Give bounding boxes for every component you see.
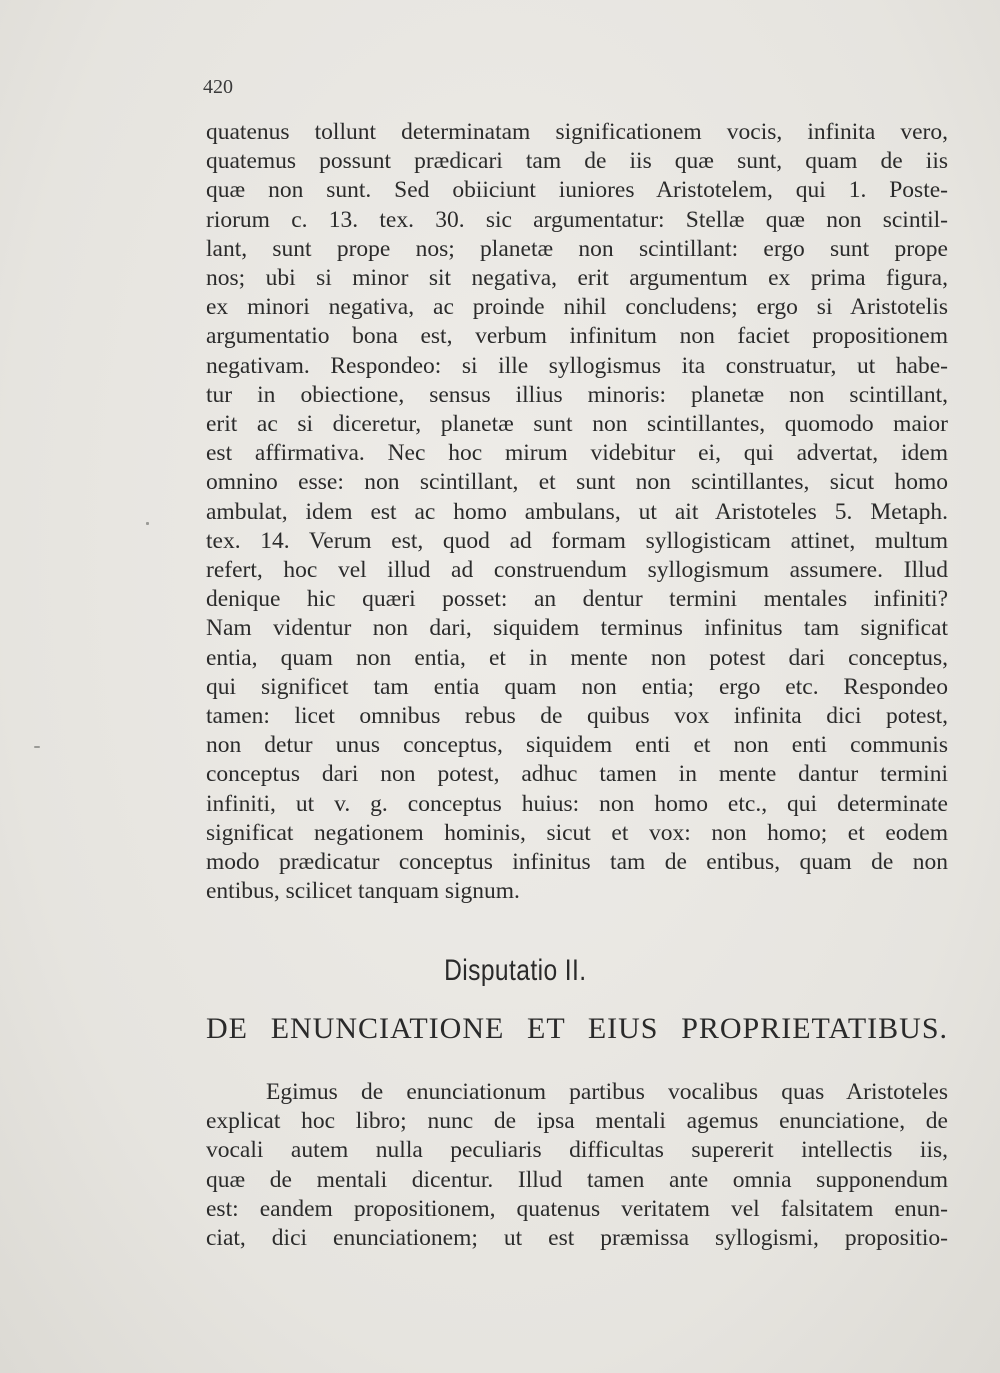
paragraph-2 <box>206 1078 948 1253</box>
text-line: Nam videntur non dari, siquidem terminus infinitus tam significat <box>206 615 948 642</box>
text-line: erit ac si diceretur, planetæ sunt non scintillantes, quomodo maior <box>206 411 948 438</box>
page-number: 420 <box>203 76 233 98</box>
text-line: tamen: licet omnibus rebus de quibus vox infinita dici potest, <box>206 703 948 730</box>
text-line: explicat hoc libro; nunc de ipsa mentali agemus enunciatione, de <box>206 1108 948 1135</box>
text-line: ciat, dici enunciationem; ut est præmissa syllogismi, propositio- <box>206 1225 948 1252</box>
section-heading: Disputatio II. <box>444 954 587 987</box>
text-line: ex minori negativa, ac proinde nihil concludens; ergo si Aristotelis <box>206 294 948 321</box>
text-line: qui significet tam entia quam non entia; ergo etc. Respondeo <box>206 673 948 700</box>
text-line: tur in obiectione, sensus illius minoris: planetæ non scintillant, <box>206 381 948 408</box>
text-line: significat negationem hominis, sicut et vox: non homo; et eodem <box>206 819 948 846</box>
text-line: denique hic quæri posset: an dentur termini mentales infiniti? <box>206 586 948 613</box>
text-line: tex. 14. Verum est, quod ad formam syllogisticam attinet, multum <box>206 527 948 554</box>
text-line: negativam. Respondeo: si ille syllogismus ita construatur, ut habe- <box>206 352 948 379</box>
text-line: modo prædicatur conceptus infinitus tam de entibus, quam de non <box>206 849 948 876</box>
text-line: vocali autem nulla peculiaris difficultas supererit intellectis iis, <box>206 1137 948 1164</box>
text-line: riorum c. 13. tex. 30. sic argumentatur: Stellæ quæ non scintil- <box>206 206 948 233</box>
text-line: nos; ubi si minor sit negativa, erit argumentum ex prima figura, <box>206 265 948 292</box>
text-line: argumentatio bona est, verbum infinitum non faciet propositionem <box>206 323 948 350</box>
text-line: non detur unus conceptus, siquidem enti et non enti communis <box>206 732 948 759</box>
text-line: quæ de mentali dicentur. Illud tamen ante omnia supponendum <box>206 1166 948 1193</box>
margin-mark <box>146 522 149 525</box>
section-subheading: DE ENUNCIATIONE ET EIUS PROPRIETATIBUS. <box>206 1012 948 1045</box>
text-line: quæ non sunt. Sed obiiciunt iuniores Aristotelem, qui 1. Poste- <box>206 177 948 204</box>
text-line: infiniti, ut v. g. conceptus huius: non homo etc., qui determinate <box>206 790 948 817</box>
text-line: omnino esse: non scintillant, et sunt non scintillantes, sicut homo <box>206 469 948 496</box>
text-line: Egimus de enunciationum partibus vocalibus quas Aristoteles <box>266 1079 948 1105</box>
text-line: est affirmativa. Nec hoc mirum videbitur ei, qui advertat, idem <box>206 440 948 467</box>
text-line: lant, sunt prope nos; planetæ non scintillant: ergo sunt prope <box>206 235 948 262</box>
text-line: conceptus dari non potest, adhuc tamen in mente dantur termini <box>206 761 948 788</box>
text-line: quatemus possunt prædicari tam de iis quæ sunt, quam de iis <box>206 148 948 175</box>
text-line: entibus, scilicet tanquam signum. <box>206 878 520 905</box>
text-line: ambulat, idem est ac homo ambulans, ut ait Aristoteles 5. Metaph. <box>206 498 948 525</box>
paragraph-1 <box>206 118 948 906</box>
text-line: quatenus tollunt determinatam significationem vocis, infinita vero, <box>206 119 948 145</box>
text-line: refert, hoc vel illud ad construendum syllogismum assumere. Illud <box>206 557 948 584</box>
margin-mark <box>34 746 40 748</box>
text-line: entia, quam non entia, et in mente non potest dari conceptus, <box>206 644 948 671</box>
text-line: est: eandem propositionem, quatenus veritatem vel falsitatem enun- <box>206 1195 948 1222</box>
